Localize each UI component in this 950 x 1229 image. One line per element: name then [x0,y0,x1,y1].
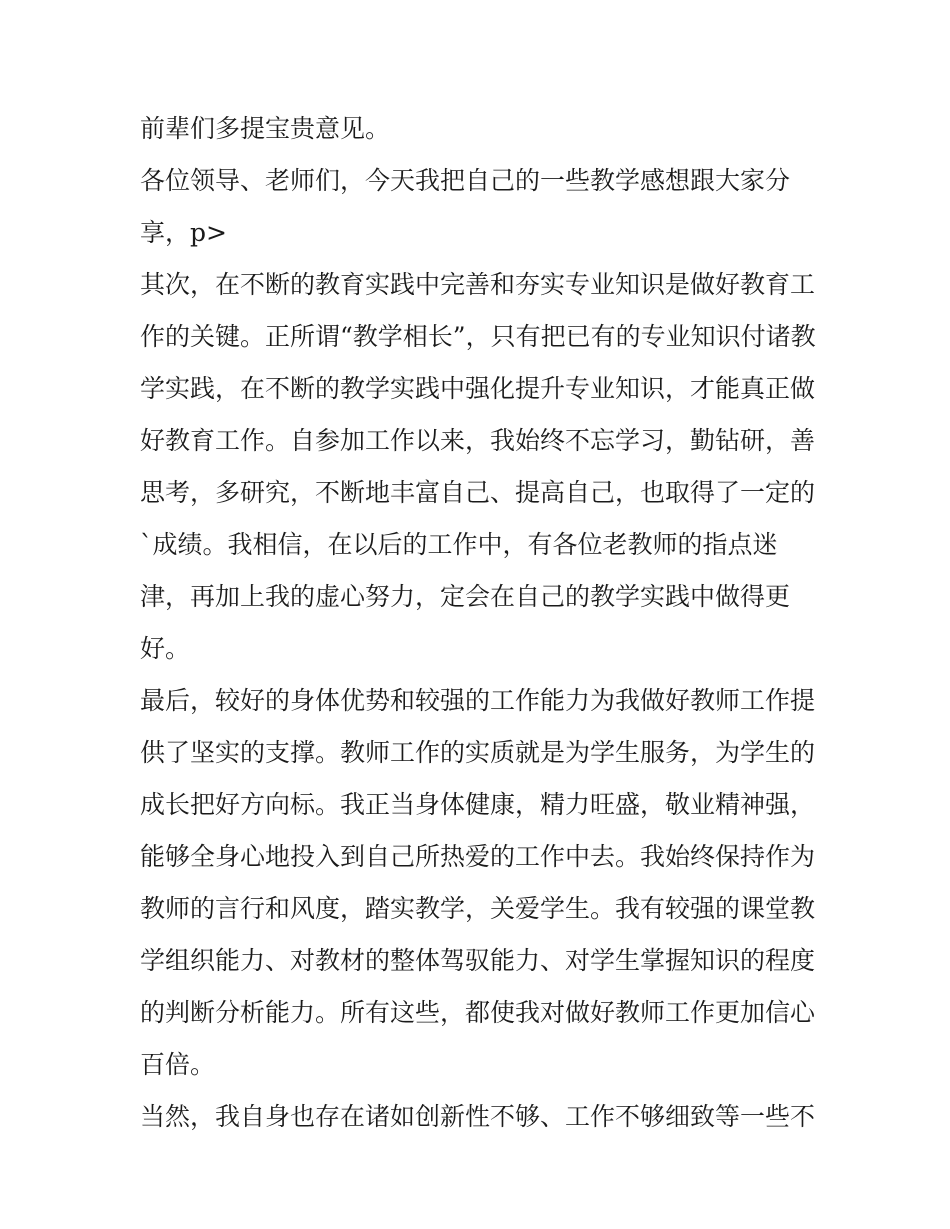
text-line: 最后，较好的身体优势和较强的工作能力为我做好教师工作提 [140,686,816,715]
text-line: 享，p> [140,218,227,247]
text-line: 津，再加上我的虚心努力，定会在自己的教学实践中做得更 [140,582,791,611]
text-line: 的判断分析能力。所有这些，都使我对做好教师工作更加信心 [140,998,816,1027]
text-line: 好。 [140,634,191,663]
text-line: 教师的言行和风度，踏实教学，关爱学生。我有较强的课堂教 [140,894,816,923]
text-line: 各位领导、老师们，今天我把自己的一些教学感想跟大家分 [140,166,791,195]
text-line: 其次，在不断的教育实践中完善和夯实专业知识是做好教育工 [140,270,816,299]
text-line: 供了坚实的支撑。教师工作的实质就是为学生服务，为学生的 [140,738,816,767]
text-line: `成绩。我相信，在以后的工作中，有各位老教师的指点迷 [140,530,778,559]
text-line: 思考，多研究，不断地丰富自己、提高自己，也取得了一定的 [140,478,816,507]
text-line: 能够全身心地投入到自己所热爱的工作中去。我始终保持作为 [140,842,816,871]
text-line: 作的关键。正所谓“教学相长”，只有把已有的专业知识付诸教 [140,322,816,351]
text-line: 前辈们多提宝贵意见。 [140,114,391,143]
text-line: 百倍。 [140,1050,216,1079]
text-line: 好教育工作。自参加工作以来，我始终不忘学习，勤钻研，善 [140,426,816,455]
text-line: 成长把好方向标。我正当身体健康，精力旺盛，敬业精神强， [140,790,816,819]
text-line: 学实践，在不断的教学实践中强化提升专业知识，才能真正做 [140,374,816,403]
document-body [140,103,816,1143]
text-line: 当然，我自身也存在诸如创新性不够、工作不够细致等一些不 [140,1102,816,1131]
text-line: 学组织能力、对教材的整体驾驭能力、对学生掌握知识的程度 [140,946,816,975]
